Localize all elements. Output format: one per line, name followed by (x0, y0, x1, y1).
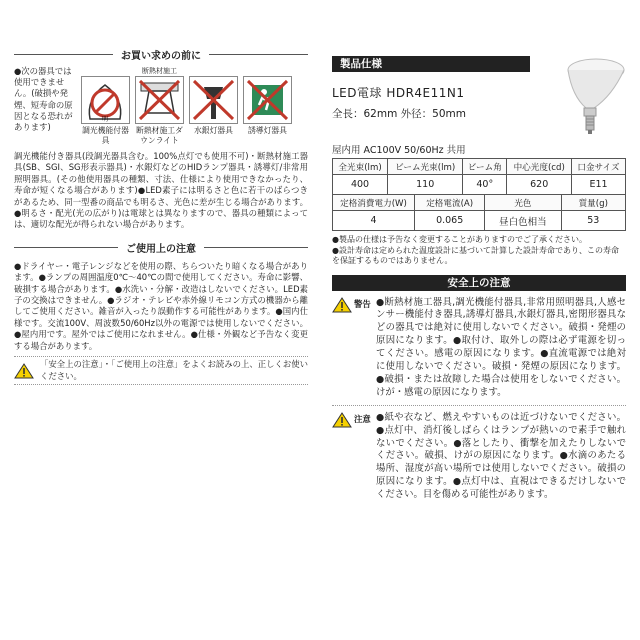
caution-text: ●紙や衣など、燃えやすいものは近づけないでください。●点灯中、消灯後しばらくはランプが熱いので素手で触れないでください。●落としたり、衝撃を加えたりしないでください。破損、けがの原因になります。●水滴のあたる場所、湿度が高い場所では使用しないでください。破損の原因になります。●点灯中は、直視はできるだけしないでください。目を傷める可能性があります。 (376, 411, 626, 501)
caution-block (332, 412, 626, 502)
spec-header: 光色 (485, 195, 561, 211)
purchase-section-header (14, 46, 308, 62)
usage-paragraph: ●ドライヤー・電子レンジなどを使用の際、ちらついたり暗くなる場合があります。●ランプの周囲温度0℃〜40℃の間で使用してください。寿命に影響、破損する場合があります。●水洗い・分解・改造はしないでください。LED素子の交換はできません。●ラジオ・テレビや赤外線リモコン方式の機器から離してご使用ください。雑音が入ったり誤動作する可能性があります。●国内仕様です。交流100V、周波数50/60Hz以外の電源では使用しないでください。●屋内用です。屋外ではご使用になれません。●仕様・外観など予告なく変更する場合があります。 (14, 260, 308, 351)
mercury-lamp-icon (189, 76, 238, 124)
bulb-image (536, 56, 626, 144)
exit-sign-label: 誘導灯器具 (248, 126, 287, 135)
svg-text:明: 明 (101, 116, 109, 123)
dimmer-fixture-icon (81, 76, 130, 124)
exit-sign-icon (243, 76, 292, 124)
spec-header: 定格電流(A) (415, 195, 485, 211)
spec-header: 口金サイズ (572, 159, 626, 175)
purchase-title: お買い求めの前に (113, 47, 209, 62)
icon-cell-insulated (135, 66, 184, 145)
read-notice-text: 「安全上の注意」・「ご使用上の注意」をよくお読みの上、正しくお使いください。 (40, 359, 308, 381)
spec-value: 0.065 (415, 211, 485, 231)
divider (332, 405, 626, 406)
warning-block (332, 297, 626, 400)
spec-value: 4 (333, 211, 415, 231)
icon-cell-exit (243, 66, 292, 145)
purchase-paragraph: 調光機能付き器具(段調光器具含む。100%点灯でも使用不可)・断熱材施工器具(SB、SGI、SG形表示器具)・水銀灯などのHIDランプ器具・誘導灯/非常用照明器具。(その他使用器具の種類、寸法、仕様により使用できなかったり、寿命が短くなる場合があります)●LED素子には明るさと色に若干のばらつきがあるため、同一型番の商品でも明るさ、光色に差が生じる場合があります。●明るさ・配光(光の広がり)は電球とは異なりますので、器具の種類によっては、適切な配光が得られない場合があります。 (14, 151, 308, 230)
usage-title: ご使用上の注意 (118, 240, 204, 255)
icon-cell-dimmer (81, 66, 130, 145)
spec-value: 40° (463, 175, 507, 195)
spec-note: ●製品の仕様は予告なく変更することがありますのでご了承ください。 (332, 235, 587, 244)
dimmer-fixture-label: 調光機能付器具 (82, 126, 129, 145)
warning-text: ●断熱材施工器具,調光機能付器具,非常用照明器具,人感センサー機能付き器具,誘導灯器具,水銀灯器具,密閉形器具などの器具では絶対に使用しないでください。破損・発煙の原因になります。●取付け、取外しの際は必ず電源を切ってください。感電の原因になります。●直流電源では絶対に使用しないでください。破損・発煙の原因になります。●破損・または故障した場合は使用をしないでください。けが・感電の原因になります。 (376, 296, 626, 398)
caution-label: 注意 (354, 413, 371, 424)
product-name: LED電球 HDR4E11N1 (332, 86, 465, 100)
caution-triangle-icon (332, 412, 352, 428)
spec-value: 110 (388, 175, 463, 195)
incompatible-intro: ●次の器具では使用できません。(破損や発煙、短寿命の原因となる恐れがあります) (14, 66, 73, 133)
spec-value: 400 (333, 175, 388, 195)
dimensions: 全長：62mm 外径：50mm (332, 108, 466, 120)
spec-value: 昼白色相当 (485, 211, 561, 231)
usage-section-header (14, 239, 308, 255)
spec-header: 全光束(lm) (333, 159, 388, 175)
insulated-top-label: 断熱材施工 (142, 67, 177, 75)
left-column (14, 46, 308, 385)
warning-triangle-icon (332, 297, 352, 313)
mercury-lamp-label: 水銀灯器具 (194, 126, 233, 135)
spec-header: ビーム角 (463, 159, 507, 175)
safety-title: 安全上の注意 (332, 275, 626, 291)
insulated-label: 断熱材施工ダウンライト (136, 126, 183, 145)
spec-header: 質量(g) (561, 195, 625, 211)
spec-header: ビーム光束(lm) (388, 159, 463, 175)
spec-table-2 (332, 194, 626, 231)
read-notice (14, 356, 308, 385)
spec-value: 53 (561, 211, 625, 231)
warning-label: 警告 (354, 298, 371, 309)
spec-table (332, 158, 626, 195)
incompatible-fixtures (14, 66, 308, 145)
spec-header: 中心光度(cd) (507, 159, 572, 175)
indoor-voltage: 屋内用 AC100V 50/60Hz 共用 (332, 145, 466, 156)
spec-value: 620 (507, 175, 572, 195)
spec-note: ●設計寿命は定められた温度設計に基づいて計算した設計寿命であり、この寿命を保証するものではありません。 (332, 245, 619, 265)
warning-triangle-icon (14, 363, 34, 379)
spec-notes (332, 235, 626, 267)
icon-cell-mercury (189, 66, 238, 145)
insulated-downlight-icon (135, 76, 184, 124)
spec-header: 定格消費電力(W) (333, 195, 415, 211)
spec-value: E11 (572, 175, 626, 195)
spec-title: 製品仕様 (332, 56, 530, 72)
